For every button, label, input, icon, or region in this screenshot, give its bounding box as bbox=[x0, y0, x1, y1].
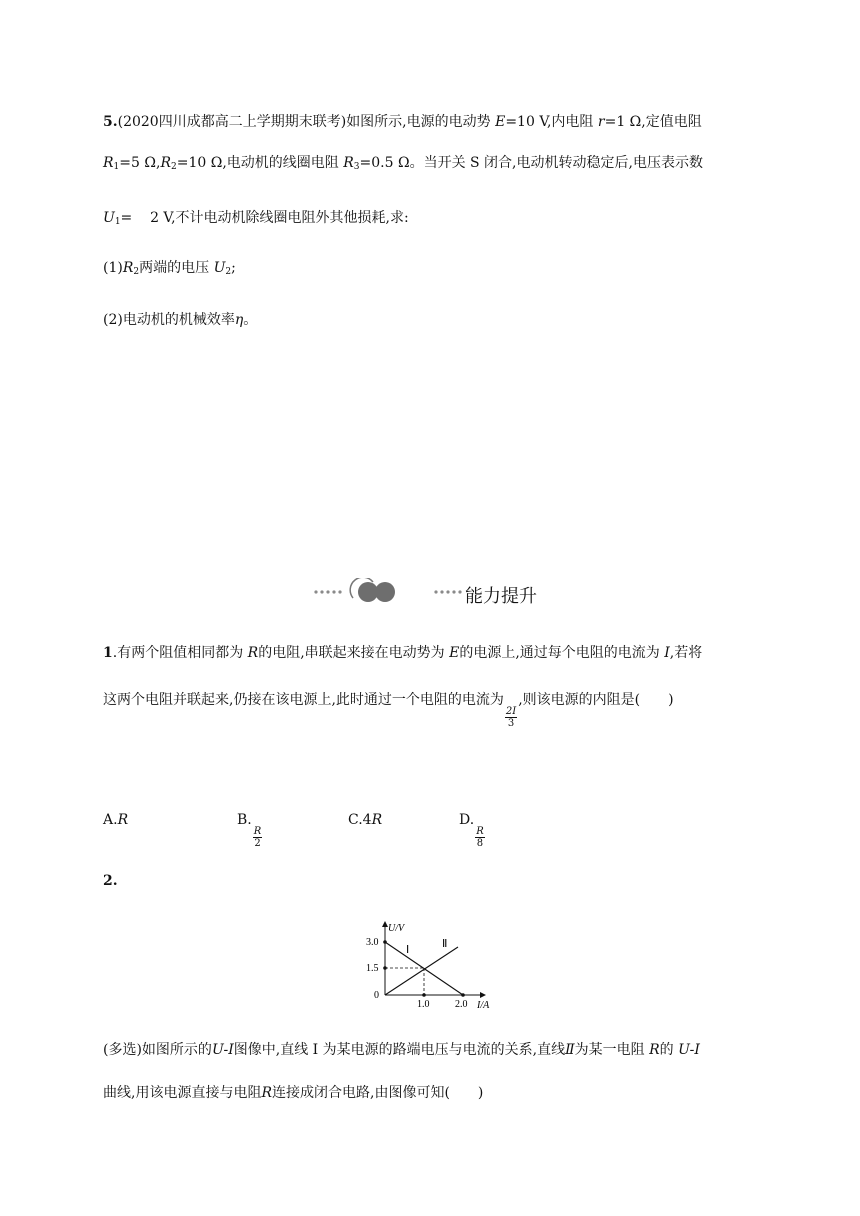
q2-number-line: 2. bbox=[103, 873, 118, 889]
option-a[interactable]: A.R bbox=[103, 812, 129, 828]
q2-number: 2 bbox=[103, 873, 113, 889]
ui-graph bbox=[362, 920, 512, 1012]
q1-line-2: 这两个电阻并联起来,仍接在该电源上,此时通过一个电阻的电流为 $\frac{2I}{3}$ ,则该电源的内阻是( ) bbox=[103, 692, 674, 729]
q5-part-1: $(1)R_2$两端的电压 $U_2$; bbox=[103, 260, 236, 277]
q5-source: (2020四川成都高二上学期期末联考) bbox=[117, 114, 347, 130]
y-tick-label: 1.5 bbox=[366, 963, 379, 974]
option-b[interactable]: B. $\frac{R}{2}$ bbox=[237, 812, 262, 849]
x-tick-label: 2.0 bbox=[455, 999, 468, 1010]
q5-line-2: $R_1=5$ $\Omega,R_2=10$ Ω,电动机的线圈电阻 $R_3=0.5$ Ω。当开关 S 闭合,电动机转动稳定后,电压表示数 bbox=[103, 155, 703, 172]
q1-number: 1 bbox=[103, 645, 113, 661]
line-ii bbox=[385, 947, 458, 995]
x-axis-arrow bbox=[480, 992, 486, 998]
x-axis-label: I/A bbox=[477, 1000, 490, 1011]
section-title: 能力提升 bbox=[465, 586, 537, 607]
q5-line-1: 5.(2020四川成都高二上学期期末联考)如图所示,电源的电动势 E=10 V,内电阻 r=1 Ω,定值电阻 bbox=[103, 114, 702, 130]
x-tick-label: 1.0 bbox=[417, 999, 430, 1010]
q5-number: 5 bbox=[103, 114, 113, 130]
option-c[interactable]: C.4R bbox=[348, 812, 383, 828]
q5-line-3: $U_1=$ 2 V,不计电动机除线圈电阻外其他损耗,求: bbox=[103, 210, 409, 227]
origin-label: 0 bbox=[374, 990, 379, 1001]
y-axis-label: U/V bbox=[388, 923, 405, 934]
q2-line-1: (多选)如图所示的U-I图像中,直线 Ⅰ 为某电源的路端电压与电流的关系,直线Ⅱ为某一电阻 R的 U-I bbox=[103, 1042, 700, 1058]
y-tick-label: 3.0 bbox=[366, 937, 379, 948]
fraction-2i-over-3: $\frac{2I}{3}$ bbox=[505, 706, 517, 729]
line-ii-label: Ⅱ bbox=[442, 938, 448, 950]
q1-line-1: 1.有两个阻值相同都为 R的电阻,串联起来接在电动势为 E的电源上,通过每个电阻的电流为 I,若将 bbox=[103, 645, 703, 661]
line-i-label: Ⅰ bbox=[406, 944, 410, 956]
q2-line-2: 曲线,用该电源直接与电阻R连接成闭合电路,由图像可知( ) bbox=[103, 1085, 484, 1101]
option-d[interactable]: D. $\frac{R}{8}$ bbox=[459, 812, 484, 849]
q5-part-2: (2)电动机的机械效率η。 bbox=[103, 312, 258, 328]
